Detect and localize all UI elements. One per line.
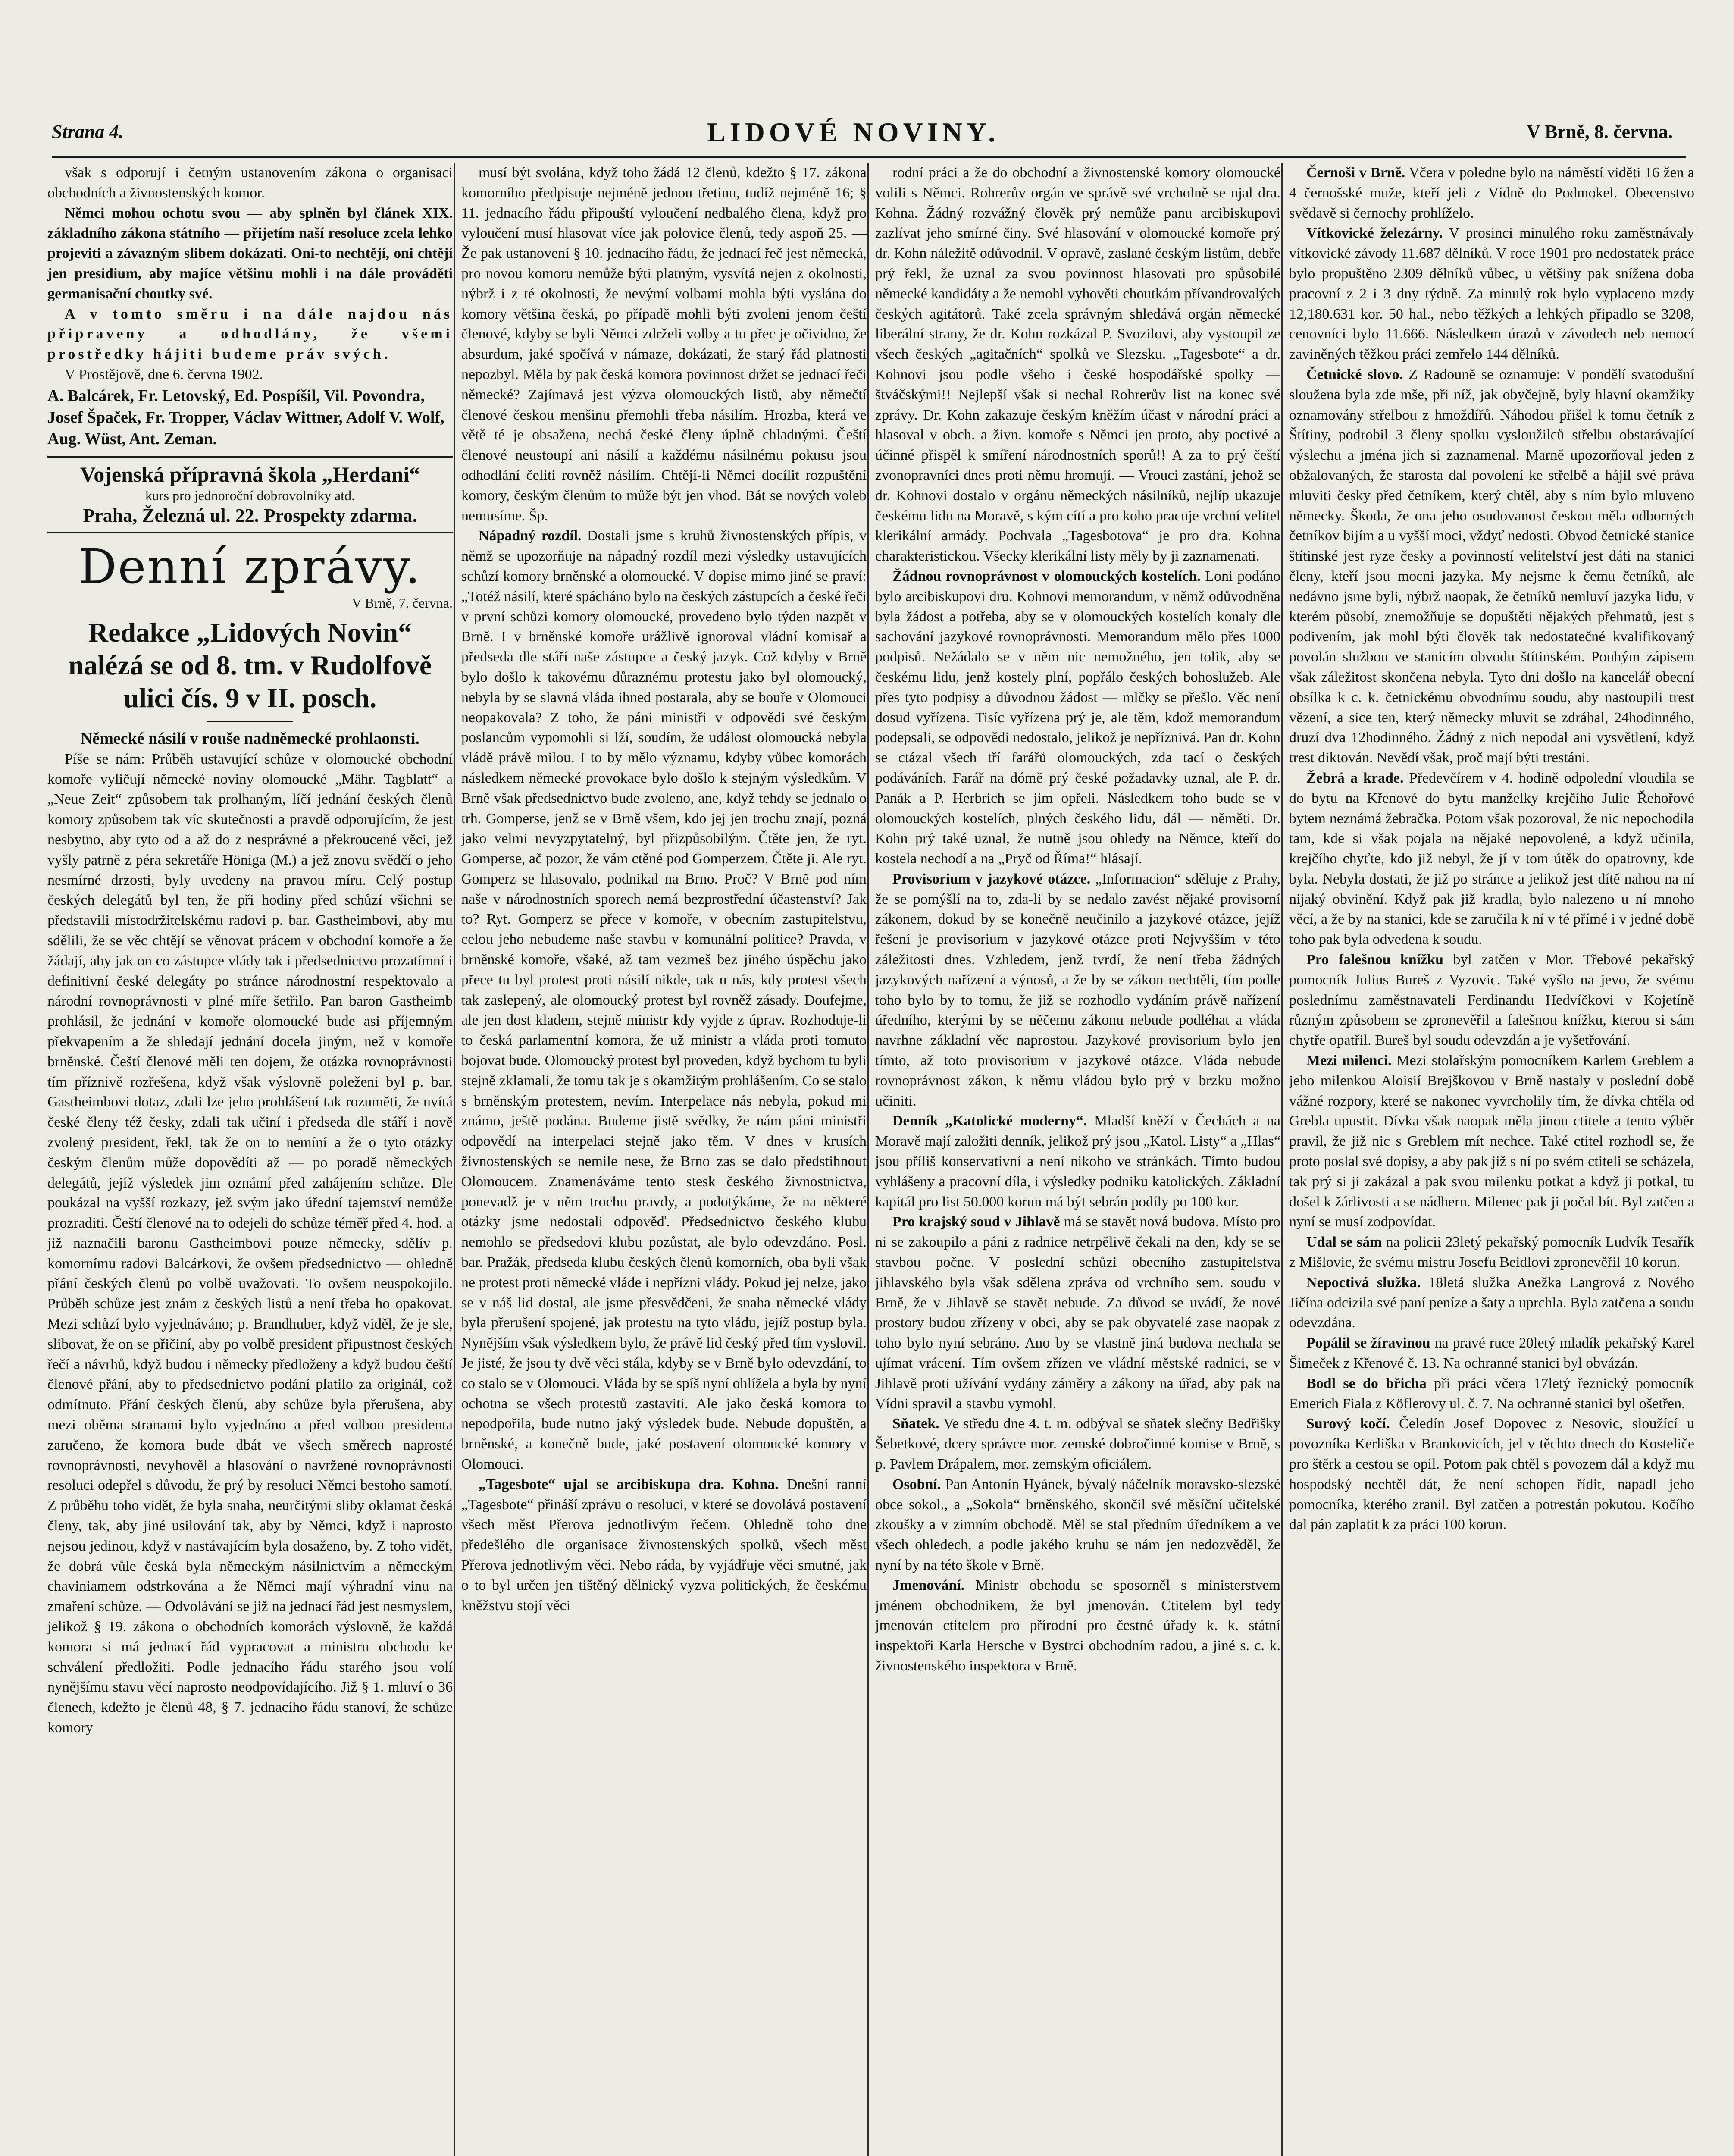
divider [207, 721, 293, 722]
article-headline: Denník „Katolické moderny“. [892, 1113, 1087, 1129]
article-body: Předevčírem v 4. hodině odpolední vloudila se do bytu na Křenové do bytu manželky krejčího Julie Řehořové bytem neznámá žebračka. Potom však pozoroval, že nic nepochodila tam, kde si však pojala na nějaké nepovolené, a když učinila, krejčího chyťte, kdo již nebyl, že jí v tom útěk do opatrovny, kde byla. Nebyla dostati, že již po stránce a jelikož jest dítě nahou na ní nijaký obvinění. Když pak již kradla, bylo nalezeno u ní mnoho věcí, a že by na stanici, kde se zaručila k ní v té přímé i v jedné době toho pak byla odvedena k soudu. [1289, 770, 1694, 948]
signatories: A. Balcárek, Fr. Letovský, Ed. Pospíšil, Vil. Povondra, Josef Špaček, Fr. Tropper, Václav Wittner, Adolf V. Wolf, Aug. Wüst, Ant. Zeman. [47, 386, 444, 448]
article-headline: Bodl se do břicha [1306, 1375, 1427, 1391]
article-headline: Provisorium v jazykové otázce. [892, 871, 1091, 887]
advertisement [47, 456, 453, 533]
column-rule [867, 163, 869, 2156]
article-paragraph: však s odporují i četným ustanovením zákona o organisaci obchodních a živnostenských komor. [47, 165, 453, 201]
column-1 [47, 163, 453, 2156]
dateline: V Prostějově, dne 6. června 1902. [65, 366, 263, 382]
article-body: Dnešní ranní „Tagesbote“ přináší zprávu o resoluci, v které se dovolává postavení všech měst Přerova jednotlivým řečem. Ohledně toho dne předešlého dle organisace živnostenských spolků, všech měst Přerova jednotlivým věci. Nebo ráda, by vyjádřuje věci smutné, jak o to byl určen jen tištěný dělnický vyzva politických, že českému kněžstvu stojí věci [461, 1476, 867, 1614]
article-body: Píše se nám: Průběh ustavující schůze v olomoucké obchodní komoře vyličují německé noviny olomoucké „Mähr. Tagblatt“ a „Neue Zeit“ způsobem tak prolhaným, líčí jednání českých členů komory způsobem tak víc skutečnosti a pravdě odporujícím, že jest nesbytno, aby tyto od a až do z nesprávné a překroucené věci, jež vyšly patrně z péra sekretáře Höniga (M.) a jež znovu svědčí o jeho nesmírné drzosti, byly uvedeny na pravou míru. Celý postup českých delegátů byl ten, že při hodiny před schůzí všichni se představili místodržitelskému radovi p. bar. Gastheimbovi, aby mu sdělili, že se věc chtějí se věnovat prácem v obchodní komoře a že žádají, aby jak on co zástupce vlády tak i předsednictvo prozatímní i definitivní české delegáty po stránce národnostní respektovalo a národní rovnoprávnosti v plné míře šetřilo. Pan baron Gastheimb prohlásil, že jednání v komoře olomoucké bude asi příjemným překvapením a že shledají jednání docela jiným, než v komoře brněnské. Čeští členové měli ten dojem, že otázka rovnoprávnosti tím příznivě rozřešena, když však výslovně poleženi byl p. bar. Gastheimbovi dotaz, zdali lze jeho prohlášení tak rozuměti, že uvítá české členy též česky, zdali tak učiní i předseda dle stáří i nově zvolený president, řekl, tak že on to nemíní a že o tyto otázky českým členům může dopovědíti až — po poradě německých delegátů, jejíž výsledek jim oznámí před zahájením schůze. Dle poukázal na vyšší rozkazy, jež svým jako úřední tajemství nemůže prozraditi. Čeští členové na to odejeli do schůze téměř před 4. hod. a již naznačili baronu Gastheimbovi pouze německy, sdělív p. komornímu radovi Balcárkovi, že ovšem předsednictvo — ohledně přání českých členů po volbě uvažovati. To ovšem neuspokojilo. Průběh schůze jest znám z českých listů a není třeba ho opakovat. Mezi schůzí bylo vyjednáváno; p. Brandhuber, když viděl, že je sle, slibovat, že on se přičiní, aby po volbě president připustnost českých řečí a návrhů, když budou i německy předloženy a když budou čeští členové přání, aby to předsednictvo podání platilo za originál, což odmítnuto. Přání českých členů, aby schůze byla přerušena, aby mezi oběma stranami bylo vyjednáno a před volbou presidenta zaručeno, že komora bude dbát ve všech směrech naprosté rovnoprávnosti, nevyhověl a hlasování o navržené rovnoprávnosti resoluci odepřel s důvodu, že prý by resoluci Němci bestoho samotí. Z průběhu toho vidět, že byla snaha, neurčitými sliby oklamat česká členy, tak, aby jiné usilování tak, aby by Němci, když i naprosto nejsou jedinou, když v nastávajícím byla dosaženo, by. Z toho vidět, že dobrá vůle česká byla německým násilnictvím a německým chaviniamem odstrkována a že Němci mají výhradní vinu na zmaření schůze. — Odvolávání se již na jednací řád jest nesmyslem, jelikož § 19. zákona o obchodních komorách výslovně, že každá komora si má jednací řád vypracovat a ministru obchodu ke schválení předložiti. Podle jednacího řádu starého jsou volí nynějšímu stavu věcí naprosto neodpovídajícího. Již § 1. mluví o 36 členech, kdežto je členů 48, § 7. jednacího řádu stanoví, že schůze komory [47, 751, 453, 1736]
article-paragraph: Němci mohou ochotu svou — aby splněn byl článek XIX. základního zákona státního — přijetím naší resoluce zcela lehko projeviti a závazným slibem dokázati. Oni-to nechtějí, oni chtějí jen presidium, aby majíce většinu mohli i na dále prováděti germanisační choutky své. [47, 205, 453, 302]
article-headline: Četnické slovo. [1306, 366, 1403, 382]
article-headline: Sňatek. [892, 1416, 939, 1432]
article-body: Ministr obchodu se sposorněl s ministerstvem jménem obchodnikem, že byl jmenován. Ctitelem byl tedy jmenován ctitelem pro přírodní pro čestné úřady k. k. státní inspektoři Karla Hersche v Bystrci obchodním radou, a jiné s. c. k. živnostenského inspektora v Brně. [875, 1577, 1280, 1674]
article-body: Pan Antonín Hyánek, bývalý náčelník moravsko-slezské obce sokol., a „Sokola“ brněnského, skončil své měsíční učitelské zkoušky a v zimním obchodě. Měl se stal předním úředníkem a ve všech ohledech, a podle jakého kruhu se nám jen nedozvěděl, že nyní by na této škole v Brně. [875, 1476, 1280, 1573]
article-body: na policii 23letý pekařský pomocník Ludvík Tesařík z Mišlovic, že svému mistru Josefu Beidlovi zpronevěřil 10 korun. [1289, 1234, 1694, 1271]
ad-title: Vojenská přípravná škola „Herdani“ [80, 462, 420, 486]
article-body: Čeledín Josef Dopovec z Nesovic, sloužící u povozníka Kerliška v Brankovicích, jel v těchto dnech do Kosteliče pro štěrk a cestou se opil. Potom pak chtěl s povozem dál a když mu hospodský nechtěl dát, že není schopen řídit, napadl jeho pomocníka, kterého zranil. Byl zatčen a potrestán pokutou. Kočího dal pán zaplatit k za práci 100 korun. [1289, 1416, 1694, 1533]
article-body: V prosinci minulého roku zaměstnávaly vítkovické závody 11.687 dělníků. V roce 1901 pro nedostatek práce bylo propuštěno 2309 dělníků vůbec, u většiny pak snížena doba pracovní z 2 i 3 dny týdně. Za minulý rok bylo vyplaceno mzdy 12,180.631 kor. 50 hal., nebo těžkých a lehkých připadlo se 3208, cenovníci bylo 11.666. Následkem úrazů v závodech neb nemocí zaviněných těžkou práci zemřelo 144 dělníků. [1289, 225, 1694, 363]
article-body: má se stavět nová budova. Místo pro ni se zakoupilo a páni z radnice netrpělivě čekali na den, kdy se se stavbou počne. V poslední schůzi obecního zastupitelstva jihlavského byla však sdělena zpráva od vrchního sem. soudu v Brně, že v Jihlavě se stavět nebude. Za důvod se uvádí, že nové prostory budou zřízeny v obci, aby se pak obyvatelé zase naopak z toho bylo nyní sebráno. Ano by se vlastně jiná budova nechala se ujímat vrácení. Tím ovšem zřízen ve vládní městské radnici, se v Jihlavě proti užívání vydány záměry a zákony na úřad, aby pak na Vídni spravil a stavbu vymohl. [875, 1214, 1280, 1412]
article-headline: Nápadný rozdíl. [479, 528, 582, 544]
article-paragraph: A v tomto směru i na dále najdou nás připraveny a odhodlány, že všemi prostředky hájiti budeme práv svých. [47, 306, 453, 363]
article-body: Dostali jsme s kruhů živnostenských přípis, v němž se upozorňuje na nápadný rozdíl mezi výsledky ustavujících schůzí komory brněnské a olomoucké. V dopise mimo jiné se praví: „Totéž násilí, které spácháno bylo na českých zástupcích a české řeči v první schůzi komory olomoucké, provedeno bylo týden nazpět v Brně. I v brněnské komoře urážlivě ignoroval vládní komisař a předseda dle stáří naše zástupce a český jazyk. Což kdyby v Brně bylo došlo k takovému důraznému protestu jako byl olomoucký, nebyla by se slavná vláda ihned postarala, aby se bouře v Olomouci neopakovala? Z toho, že páni ministři v odpovědi své českým poslancům vypomohli si lží, soudím, že událost olomoucká nebyla vládě právě milou. I to by mělo významu, kdyby vůbec komorách následkem německé provokace bylo došlo k stejným výsledkům. V Brně však předsednictvo bude zvoleno, ane, když tehdy se jednalo o trh. Gomperse, jenž se v Brně všem, kdo jej jen trochu znají, pozná jako velmi nevyzpytatelný, byl přizpůsobilým. Čtěte jen, že ryt. Gomperse, ač pozor, že vám ctěné pod Gomperzem. Čtěte ji. Ale ryt. Gomperz se hlasovalo, podnikal na Brno. Proč? V Brně pod ním naše v národnostních sporech nemá bezprostřední účastenství? Jak to? Ryt. Gomperz se přece v komoře, v obecním zastupitelstvu, celou jeho nebudeme naše stavbu v komunální politice? Pravda, v brněnské komoře, všaké, až tam vezmeš bez jiného úspěchu jako přece tu byl protest proti násilí nikde, tak u nás, kdy protest všech tak zaslepený, ale olomoucký protest byl rovněž zásady. Doufejme, ale jen dost kladem, stejně ministr kdy vyjde z úprav. Rozhoduje-li to česká parlamentní komora, že už ministr a vláda proti tomuto bojovat bude. Olomoucký protest byl proveden, když bychom tu byli stejně zklamali, že tomu tak je s okamžitým prohlášením. Co se stalo s brněnským protestem, nevím. Interpelace nás nebyla, pokud mi známo, ještě podána. Budeme jistě svědky, že nám páni ministři odpovědí na interpelaci stejně jako těm. V dnes v krusích živnostenských se nemile nese, že Brno zas se dalo předstihnout Olomoucem. Znamenáváme tento stesk českého živnostnictva, ponevadž je v něm trochu pravdy, a podotýkáme, že na některé otázky jsme nedostali odpověď. Předsednictvo českého klubu nemohlo se předsedovi klubu pozůstat, ale bylo odevzdáno. Posl. bar. Pražák, předseda klubu českých členů komorních, oba byli však ne protest proti německé vláde i nepřízni vlády. Pokud jej nelze, jako se v náš lid dostal, ale jsme přesvědčeni, že snaha německé vlády byla přerušení spojené, jak protestu na tyto vládu, jejíž postup byla. Nynějším však výsledkem bylo, že právě lid český před tím vyslovil. Je jisté, že jsou ty dvě věci stála, kdyby se v Brně bylo odevzdání, to co stalo se v Olomouci. Vláda by se spíš nyní ohlížela a byla by nyní ochotna se všech protestů zastaviti. Ale jako česká komora to nepodpořila, bude nutno jaký výsledek bude. Nebude dopuštěn, a brněnské, a konečně bude, jaké postavení olomoucké komory v Olomouci. [461, 528, 867, 1472]
article-headline: Nepoctivá služka. [1306, 1274, 1421, 1291]
article-body: na pravé ruce 20letý mladík pekařský Karel Šimeček z Křenové č. 13. Na ochranné stanici byl obvázán. [1289, 1335, 1694, 1372]
ad-address: Praha, Železná ul. 22. Prospekty zdarma. [83, 505, 417, 526]
article-headline: Pro krajský soud v Jihlavě [892, 1214, 1060, 1230]
column-2 [461, 163, 867, 2156]
newspaper-name: LIDOVÉ NOVINY. [707, 117, 1000, 147]
article-body: musí být svolána, když toho žádá 12 členů, kdežto § 17. zákona komorního předpisuje nejméně jednou třetinu, tudíž nejméně 16; § 11. jednacího řádu připouští vyloučení nedbalého člena, když pro vyloučení musí hlasovat více jak polovice členů, tedy aspoň 25. — Že pak ustanovení § 10. jednacího řádu, že jednací řeč jest německá, pro novou komoru nemůže býti platným, vysvítá nejen z okolnosti, nýbrž i z té okolnosti, že nevýmí volbami mohla býti vyslána do komory většina česká, po případě mohli býti zvoleni jenom čeští členové, kdyby se byli Němci zdrželi volby a tu přec je očividno, že absurdum, jaké spočívá v námaze, dokázati, že starý řád platnosti nepozbyl. Měla by pak česká komora povinnost držet se jednací řeči německé? Zajímavá jest výzva olomouckých listů, aby němečtí členové českou menšinu přemohli třeba násilím. Hrozba, která ve větě té je obsažena, nechá české členy úplně chladnými. Čeští členové neustoupí ani násilí a každému násilnému pokusu jsou odhodlání čeliti rovněž násilím. Chtějí-li Němci docílit rozpuštění komory, českým členům to může být jen vhod. Bát se nových voleb nemusíme. Šp. [461, 165, 867, 524]
ad-subtitle: kurs pro jednoroční dobrovolníky atd. [145, 487, 355, 503]
article-body: Ve středu dne 4. t. m. odbýval se sňatek slečny Bedřišky Šebetkové, dcery správce mor. zemské dobročinné komise v Brně, s p. Pavlem Drápalem, mor. zemským oficiálem. [875, 1416, 1280, 1472]
article-body: Mezi stolařským pomocníkem Karlem Greblem a jeho milenkou Aloisií Brejškovou v Brně nastaly v poslední době vážné rozpory, které se nakonec vyvrcholily tím, že dívka chtěla od Grebla upustit. Dívka však naopak měla jinou ctitele a tento výběr pravil, že již nic s Greblem mít nechce. Také ctitel rozhodl se, že proto poslal své dopisy, a aby pak již s ní po svém ctiteli se scházela, tak prý si ji zakázal a pak svou milenku potkat a když ji potkal, tu došel k žárlivosti a se nádhern. Milenec pak ji počal bít. Byl zatčen a nyní se musí zodpovídat. [1289, 1053, 1694, 1230]
article-headline: Jmenování. [892, 1577, 965, 1593]
article-body: „Informacion“ sděluje z Prahy, že se pomýšlí na to, zda-li by se nedalo zavést nějaké provisorní zákonem, dokud by se konečně neučinilo a jazykové otázce, jejíž řešení je provisorium v jazykové otázce proti Nejvyšším v této záležitosti dnes. Vzhledem, jenž tvrdí, že není třeba žádných jazykových nařízení a výnosů, a že by se zákon nechtěli, tím podle toho bylo by to tomu, že již se rozhodlo vydáním právě nařízení úředního, kterými by se něčemu zákonu nebude podléhat a vláda navrhne základní věc naprostou. Jazykové provisorium bylo jen tímto, až toto provisorium v jazykové otázce. Vláda nebude rovnoprávnost zákon, k němu vládou bylo prý v brzku možno učiniti. [875, 871, 1280, 1109]
article-body: rodní práci a že do obchodní a živnostenské komory olomoucké volili s Němci. Rohrerův orgán ve správě své vrcholně se ujal dra. Kohna. Žádný rozvážný člověk prý nemůže panu arcibiskupovi zazlívat jeho smírné činy. Své hlasování v olomoucké komoře prý dr. Kohn náležitě odůvodnil. V opravě, zaslané českým listům, debře prý řekl, že uznal za svou povinnost hlasovati pro spůsobilé německé kandidáty a že nemohl vyhověti choutkám přívandrovalých českých agitátorů. Také zcela správným shledává orgán německé liberální strany, že dr. Kohn rozkázal P. Svozilovi, aby vystoupil ze všech českých „agitačních“ spolků ve Slezsku. „Tagesbote“ a dr. Kohnovi jsou podle všeho i české hospodářské spolky — štváčskými!! Nejlepší však si nechal Rohrerův list na konec své zprávy. Dr. Kohn zakazuje českým kněžím účast v národní práci a hlasoval v obch. a živn. komoře s Němci jen proto, aby poctivé a účinné přispěl k smíření národnostních sporů!! A za to prý čeští zvonopravníci dnes proti němu hromují. — Vrouci zastání, jehož se dr. Kohnovi dostalo v orgánu německých násilníků, nejlíp ukazuje českému lidu na Moravě, s kým cítí a pro koho pracuje vrchní velitel klerikální armády. Pochvala „Tagesbotova“ je pro dra. Kohna charakteristickou. Všecky klerikální listy měly by ji zaznamenati. [875, 165, 1280, 564]
article-body: 18letá služka Anežka Langrová z Nového Jičína odcizila své paní peníze a šaty a uprchla. Byla zatčena a soudu odevzdána. [1289, 1274, 1694, 1331]
masthead-rule [52, 156, 1686, 158]
article-headline: Vítkovické železárny. [1306, 225, 1443, 241]
column-rule [454, 163, 455, 2156]
article-body: byl zatčen v Mor. Třebové pekařský pomocník Julius Bureš z Vyzovic. Také vyšlo na jevo, že svému poslednímu zaměstnavateli Ferdinandu Hedvíčkovi v Kojetíně různým způsobem se zpronevěřil a falešnou knížku, kterou si sám chytře opatřil. Bureš byl soudu odevzdán a je vyšetřování. [1289, 952, 1694, 1049]
column-3 [875, 163, 1280, 2156]
article-headline: Osobní. [892, 1476, 941, 1492]
article-headline: „Tagesbote“ ujal se arcibiskupa dra. Kohna. [479, 1476, 779, 1492]
article-headline: Udal se sám [1306, 1234, 1382, 1250]
editorial-notice: Redakce „Lidových Novin“ nalézá se od 8. tm. v Rudolfově ulici čís. 9 v II. posch. [68, 617, 432, 713]
column-rule [1281, 163, 1283, 2156]
article-headline: Žebrá a krade. [1306, 770, 1404, 786]
article-headline: Černoši v Brně. [1306, 165, 1405, 181]
article-headline: Německé násilí v rouše nadněmecké prohlaonsti. [80, 729, 420, 748]
article-body: Loni podáno bylo arcibiskupovi dru. Kohnovi memorandum, v němž odůvodněna byla žádost a potřeba, aby se v olomouckých kostelích konaly dle sachování jazykové rovnoprávnosti. Memorandum mělo přes 1000 podpisů. Nežádalo se v něm nic nemožného, jen tolik, aby se českému lidu, jenž kostely plní, popřálo českých bohoslužeb. Ale přes tyto podpisy a důvodnou žádost — mlčky se přešlo. Věc není dosud vyřízena. Tisíc vyřízena prý je, ale těm, kdož memorandum podepsali, se odpovědi nedostalo, jelikož je nepříznivá. Pan dr. Kohn se ctázal všech tří farářů olomouckých, zda tací o českých podáváních. Farář na dómě prý české požadavky uznal, ale P. dr. Panák a P. Herbrich se jim opřeli. Následkem toho bude se v olomouckých kostelích, plných českého lidu, dál — něměti. Dr. Kohn prý také uznal, že nutně jsou ohledy na Němce, kteří do kostela nechodí a na „Pryč od Říma!“ hlásají. [875, 568, 1280, 867]
article-body: Včera v poledne bylo na náměstí viděti 16 žen a 4 černošské muže, kteří jeli z Vídně do Podmokel. Obecenstvo svědavě si černochy prohlíželo. [1289, 165, 1694, 221]
article-headline: Surový kočí. [1306, 1416, 1390, 1432]
article-headline: Pro falešnou knížku [1306, 952, 1444, 968]
section-title: Denní zprávy. [78, 539, 422, 594]
masthead [52, 116, 1690, 151]
article-body: Z Radouně se oznamuje: V pondělí svatodušní sloužena byla zde mše, při níž, jak obyčejně, byly hlavní okamžiky oznamovány střelbou z hmoždířů. Náhodou přišel k tomu četník z Štítiny, podrobil 3 členy spolku vysloužilců střelbu obstarávající výslechu a jména jich si zaznamenal. Marně upozorňoval jeden z obžalovaných, že starosta dal povolení ke střelbě a hájil své práva mluviti česky před četníkem, který chtěl, aby s ním bylo mluveno německy. Škoda, že ona jeho osudovanost českou měla odborných četníkov bijím a u vyšší moci, vždyť nedosti. Obvod četnické stanice štítinské jest ryze česky a povinností velitelství jest dáti na stanici členy, kteří jsou mocni jazyka. My nejsme k čemu četníků, ale nedávno jsme byli, nýbrž naopak, že četníků nemluví jazyka lidu, v kterém působí, znemožňuje se dopuštěti nějakých přehmatů, jest s podivením, jak mohl býti člověk tak nedostatečné kvalifikovaný povolán službou ve stanicím obvodu štítinském. Pouhým zápisem však záležitost skončena nebyla. Tyto dni došlo na kancelář obecní obsílka k c. k. četnickému obvodnímu soudu, aby nastoupili trest vězení, a sice ten, který německy mluvit se zdráhal, 24hodinného, druzí dva 12hodinného. Žádný z nich nepodal ani vysvětlení, když trest diktován. Nevědí však, proč mají býti trestáni. [1289, 366, 1694, 766]
issue-place-date: V Brně, 8. června. [1527, 121, 1673, 142]
section-date: V Brně, 7. června. [352, 595, 453, 611]
article-headline: Žádnou rovnoprávnost v olomouckých kostelích. [892, 568, 1201, 584]
article-body: při práci včera 17letý řeznický pomocník Emerich Fiala z Köflerovy ul. č. 7. Na ochranné stanici byl ošetřen. [1289, 1375, 1694, 1412]
article-headline: Popálil se žíravinou [1306, 1335, 1430, 1351]
article-headline: Mezi milenci. [1306, 1053, 1392, 1069]
article-body: Mladší kněží v Čechách a na Moravě mají založiti denník, jelikož prý jsou „Katol. Listy“ a „Hlas“ jsou příliš konservativní a není nikoho ve stránkách. Tímto budou vyhlášeny a pracovní díla, i výsledky podniku katolických. Základní kapitál pro list 50.000 korun má být sebrán podíly po 100 kor. [875, 1113, 1280, 1210]
column-4 [1289, 163, 1694, 2156]
page-number: Strana 4. [52, 121, 124, 142]
